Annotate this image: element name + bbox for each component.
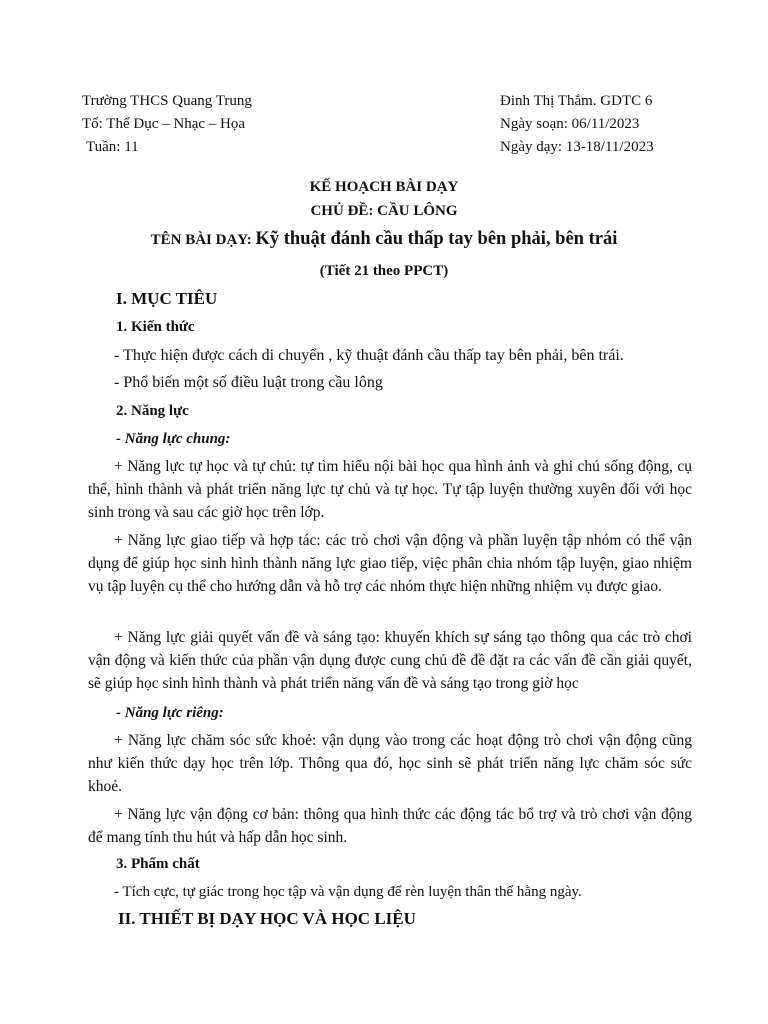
lesson-title-name: Kỹ thuật đánh cầu thấp tay bên phải, bên trái [255,229,618,249]
qualities-heading: 3. Phẩm chất [116,856,200,872]
specific-competence-paragraph-1: + Năng lực chăm sóc sức khoẻ: vận dụng vào trong các hoạt động trò chơi vận động cũng như kiến thức dạy học trên lớp. Thông qua đó, học sinh sẽ phát triển năng lực chăm sóc sức khoẻ. [88,732,692,795]
competence-heading: 2. Năng lực [116,403,189,419]
general-competence-paragraph-1: + Năng lực tự học và tự chủ: tự tìm hiểu nội bài học qua hình ảnh và ghi chú sống động, cụ thể, hình thành và phát triển năng lực tự chủ và tự học. Tự tập luyện thường xuyên đối với học sinh trong và sau các giờ học trên lớp. [88,458,692,521]
specific-competence-heading: - Năng lực riêng: [116,705,224,721]
general-competence-paragraph-2: + Năng lực giao tiếp và hợp tác: các trò chơi vận động và phần luyện tập nhóm có thể vận dụng để giúp học sinh hình thành năng lực giao tiếp, việc phân chia nhóm tập luyện, giao nhiệm vụ tập luyện cụ thể cho hướng dẫn và hỗ trợ các nhóm thực hiện những nhiệm vụ được giao. [88,532,692,595]
general-competence-paragraph-3: + Năng lực giải quyết vấn đề và sáng tạo: khuyến khích sự sáng tạo thông qua các trò chơi vận động và kiến thức của phần vận dụng được cung chủ đề đề đặt ra các vấn đề cần giải quyết, sẽ giúp học sinh hình thành và phát triển năng vấn đề và sáng tạo trong giờ học [88,629,692,692]
teacher-name: Đinh Thị Thắm. GDTC 6 [500,93,653,109]
section2-heading: II. THIẾT BỊ DẠY HỌC VÀ HỌC LIỆU [118,909,416,928]
knowledge-item-1: - Thực hiện được cách di chuyển , kỹ thuật đánh cầu thấp tay bên phải, bên trái. [114,347,624,364]
prepared-date: Ngày soạn: 06/11/2023 [500,116,640,132]
knowledge-item-2: - Phổ biến một số điều luật trong cầu lông [114,374,383,391]
lesson-title-prefix: TÊN BÀI DẠY: [150,232,256,248]
teaching-date: Ngày dạy: 13-18/11/2023 [500,139,654,155]
knowledge-heading: 1. Kiến thức [116,319,195,335]
school-name: Trường THCS Quang Trung [82,93,252,109]
section1-heading: I. MỤC TIÊU [116,289,218,308]
qualities-item-1: - Tích cực, tự giác trong học tập và vận dụng để rèn luyện thân thể hằng ngày. [114,884,582,900]
department-name: Tổ: Thể Dục – Nhạc – Họa [82,116,246,132]
topic-title: CHỦ ĐỀ: CẦU LÔNG [310,203,458,219]
week-number: Tuần: 11 [86,139,139,155]
general-competence-heading: - Năng lực chung: [116,431,231,447]
period-note: (Tiết 21 theo PPCT) [319,263,449,279]
plan-title: KẾ HOẠCH BÀI DẠY [309,179,459,195]
specific-competence-paragraph-2: + Năng lực vận động cơ bản: thông qua hình thức các động tác bổ trợ và trò chơi vận động để mang tính thu hút và hấp dẫn học sinh. [88,806,692,846]
lesson-title [0,226,768,253]
